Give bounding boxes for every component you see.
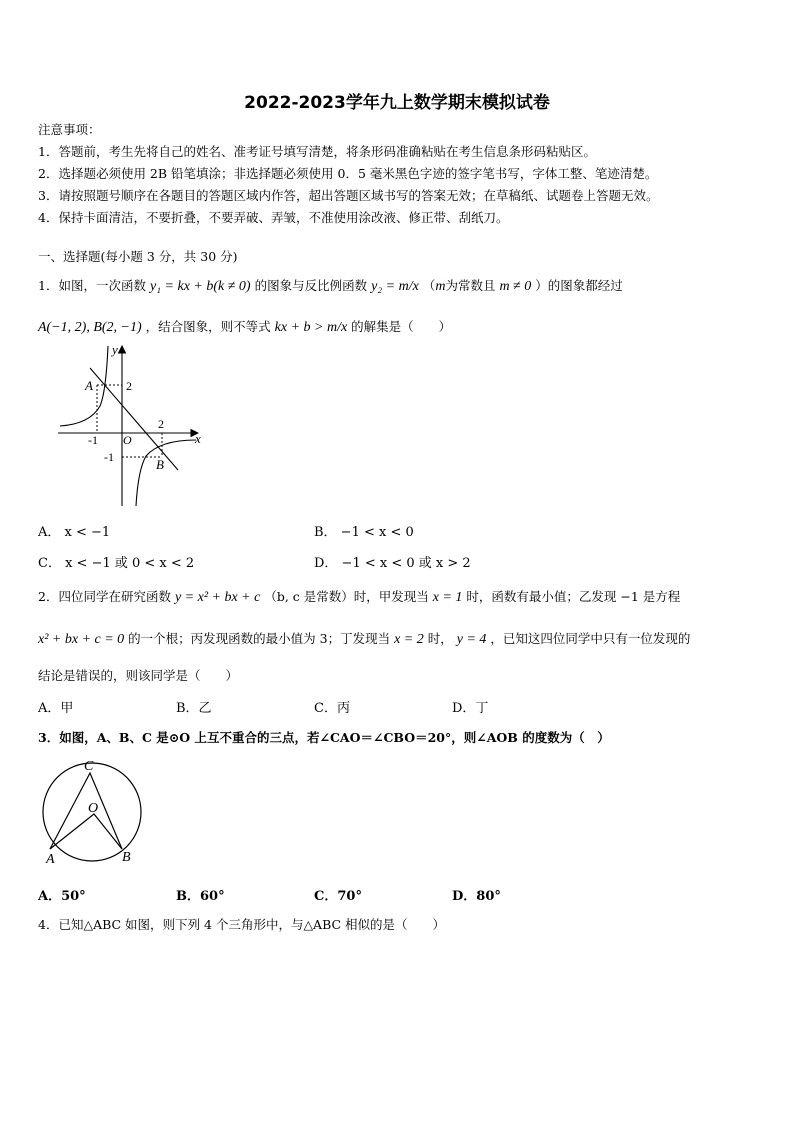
q1-text: 的解集是（ ）	[351, 319, 452, 334]
q1-option-c[interactable]: C． x < −1 或 0 < x < 2	[38, 556, 195, 571]
tick-label-2-y: 2	[126, 379, 132, 393]
question-3-text: 3．如图，A、B、C 是⊙O 上互不重合的三点，若∠CAO＝∠CBO＝20°，则∠AOB 的度数为（ ）	[38, 730, 610, 745]
question-1-line-1	[38, 276, 623, 295]
x-axis-label: x	[195, 431, 201, 446]
q3-option-d[interactable]: D．80°	[452, 889, 501, 904]
q1-text: （	[422, 278, 436, 293]
q2-option-b[interactable]: B．乙	[176, 701, 212, 716]
y-axis-label: y	[112, 342, 118, 357]
question-2-line-2	[38, 629, 690, 648]
point-b-label: B	[156, 457, 164, 472]
q2-math: y = 4	[456, 632, 487, 647]
q2-math: y = x² + bx + c	[174, 590, 261, 605]
question-1-line-2	[38, 317, 451, 336]
q1-text: 为常数且	[445, 278, 496, 293]
q2-text: ，已知这四位同学中只有一位发现的	[490, 631, 691, 646]
q3-circle-figure	[38, 757, 148, 867]
section-heading: 一、选择题(每小题 3 分，共 30 分)	[38, 249, 238, 264]
origin-label: O	[123, 433, 132, 447]
notice-item: 1．答题前，考生先将自己的姓名、准考证号填写清楚，将条形码准确粘贴在考生信息条形码粘贴区。	[38, 144, 596, 159]
hyperbola-branch-upper-left	[60, 346, 108, 426]
q1-math: y₂ = m/x	[371, 279, 419, 294]
q2-text: 时，函数有最小值；乙发现 −1 是方程	[466, 589, 681, 604]
q1-option-b[interactable]: B． −1 < x < 0	[314, 525, 414, 540]
q2-text: 的一个根；丙发现函数的最小值为 3；丁发现当	[128, 631, 391, 646]
notice-heading: 注意事项：	[38, 122, 101, 137]
q2-option-a[interactable]: A．甲	[38, 701, 74, 716]
q1-math: y₁ = kx + b(k ≠ 0)	[149, 279, 251, 294]
q1-function-graph	[50, 340, 220, 510]
q1-math: kx + b > m/x	[274, 320, 348, 335]
point-b-label: B	[122, 850, 131, 865]
q1-text: 1．如图，一次函数	[38, 278, 146, 293]
q2-option-c[interactable]: C．丙	[314, 701, 350, 716]
point-c-label: C	[84, 759, 94, 774]
q3-option-a[interactable]: A．50°	[38, 889, 86, 904]
q1-math: A(−1, 2), B(2, −1)	[38, 320, 142, 335]
q1-text: ）的图象都经过	[535, 278, 623, 293]
q1-math: m ≠ 0	[499, 279, 532, 294]
segment-a-c-b	[50, 773, 122, 849]
question-4-text: 4．已知△ABC 如图，则下列 4 个三角形中，与△ABC 相似的是（ ）	[38, 917, 446, 932]
q1-math: m	[435, 279, 446, 294]
question-2-line-3: 结论是错误的，则该同学是（ ）	[38, 668, 239, 683]
q2-math: x² + bx + c = 0	[38, 632, 125, 647]
segment-a-o-b	[50, 814, 122, 849]
point-a-label: A	[46, 852, 55, 867]
q2-text: 时，	[427, 631, 453, 646]
notice-item: 3．请按照题号顺序在各题目的答题区域内作答，超出答题区域书写的答案无效；在草稿纸、试题卷上答题无效。	[38, 188, 659, 203]
q2-text: （b, c 是常数）时，甲发现当	[264, 589, 429, 604]
q1-option-a[interactable]: A． x < −1	[38, 525, 111, 540]
tick-label-2-x: 2	[158, 417, 164, 431]
q2-text: 2．四位同学在研究函数	[38, 589, 171, 604]
q1-text: 的图象与反比例函数	[254, 278, 368, 293]
q2-option-d[interactable]: D．丁	[452, 701, 489, 716]
tick-label-neg1-x: -1	[88, 433, 98, 447]
q3-option-c[interactable]: C．70°	[314, 889, 362, 904]
point-o-label: O	[88, 801, 99, 816]
notice-item: 2．选择题必须使用 2B 铅笔填涂；非选择题必须使用 0．5 毫米黑色字迹的签字笔书写，字体工整、笔迹清楚。	[38, 166, 658, 181]
q2-math: x = 2	[394, 632, 424, 647]
q1-option-d[interactable]: D． −1 < x < 0 或 x > 2	[314, 556, 471, 571]
q3-option-b[interactable]: B．60°	[176, 889, 225, 904]
q1-text: ，结合图象，则不等式	[145, 319, 271, 334]
q2-math: x = 1	[432, 590, 463, 605]
question-2-line-1	[38, 587, 680, 606]
tick-label-neg1-y: -1	[104, 450, 114, 464]
hyperbola-branch-lower-right	[136, 440, 196, 506]
page-title: 2022-2023学年九上数学期末模拟试卷	[244, 93, 550, 113]
notice-item: 4．保持卡面清洁，不要折叠，不要弄破、弄皱，不准使用涂改液、修正带、刮纸刀。	[38, 210, 509, 225]
point-a-label: A	[85, 378, 93, 393]
